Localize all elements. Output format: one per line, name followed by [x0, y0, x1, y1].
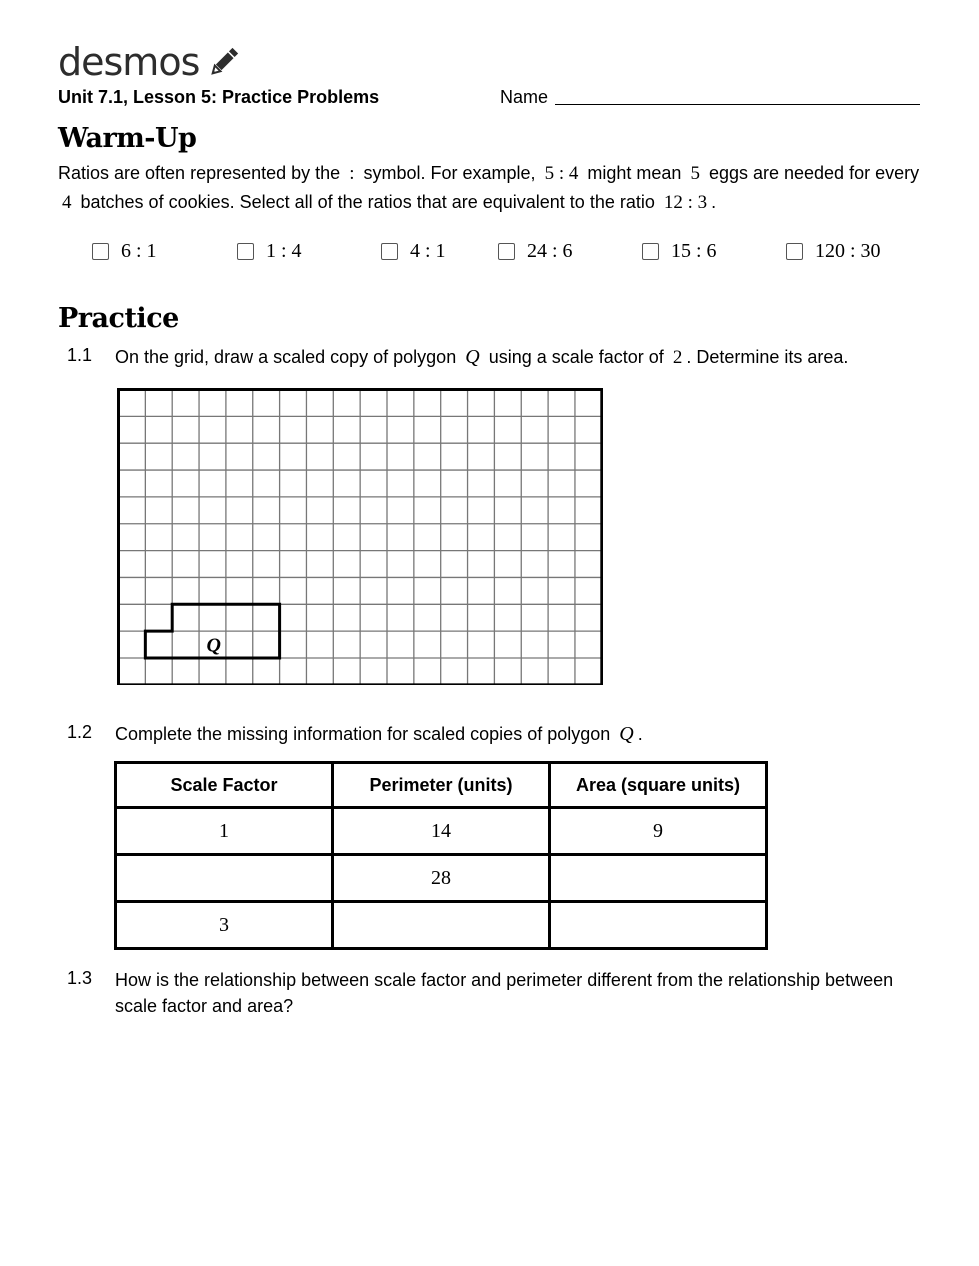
choice-label: 15 : 6: [671, 240, 717, 262]
logo-text: desmos: [58, 40, 200, 84]
text: symbol. For example,: [363, 163, 536, 183]
header-area: Area (square units): [550, 763, 767, 808]
header-perimeter: Perimeter (units): [333, 763, 550, 808]
practice-title: Practice: [58, 303, 179, 334]
choice-item[interactable]: [498, 240, 573, 263]
cell-perimeter-input[interactable]: [333, 902, 550, 949]
table-row: [116, 855, 767, 902]
cell-area-input[interactable]: [550, 855, 767, 902]
polygon-variable: Q: [619, 723, 634, 745]
header-scale-factor: Scale Factor: [116, 763, 333, 808]
question-text: How is the relationship between scale factor and perimeter different from the relationship between scale factor and area?: [115, 970, 894, 1016]
question-number: 1.2: [67, 722, 93, 742]
drawing-grid[interactable]: [117, 388, 603, 685]
choice-item[interactable]: [92, 240, 157, 263]
text: .: [711, 192, 717, 212]
choice-label: 120 : 30: [815, 240, 881, 262]
cell-area-input[interactable]: [550, 902, 767, 949]
scale-factor: 2: [672, 347, 683, 368]
cell-scale-factor-input[interactable]: [116, 855, 333, 902]
choice-label: 1 : 4: [266, 240, 302, 262]
choice-label: 4 : 1: [410, 240, 446, 262]
scale-table: [114, 761, 768, 950]
example-number: 5: [690, 163, 700, 184]
choice-item[interactable]: [381, 240, 446, 263]
unit-title: Unit 7.1, Lesson 5: Practice Problems: [58, 87, 380, 107]
cell-perimeter: 28: [333, 855, 550, 902]
desmos-logo: [58, 42, 241, 82]
checkbox[interactable]: [498, 243, 515, 260]
cell-scale-factor: 1: [116, 808, 333, 855]
choice-label: 6 : 1: [121, 240, 157, 262]
checkbox[interactable]: [786, 243, 803, 260]
name-field[interactable]: [555, 104, 920, 105]
text: eggs are needed for every: [708, 163, 920, 183]
polygon-variable: Q: [465, 346, 480, 368]
checkbox[interactable]: [381, 243, 398, 260]
text: using a scale factor of: [488, 347, 664, 367]
example-ratio: 5 : 4: [544, 163, 579, 184]
table-row: [116, 902, 767, 949]
polygon-label: Q: [206, 634, 221, 657]
warm-up-title: Warm-Up: [58, 123, 197, 154]
text: Ratios are often represented by the: [58, 163, 341, 183]
text: On the grid, draw a scaled copy of polygon: [115, 347, 457, 367]
choice-item[interactable]: [237, 240, 302, 263]
text: .: [637, 724, 643, 744]
checkbox[interactable]: [237, 243, 254, 260]
checkbox[interactable]: [642, 243, 659, 260]
table-header-row: [116, 763, 767, 808]
question-text: [115, 721, 935, 747]
text: might mean: [587, 163, 682, 183]
cell-area: 9: [550, 808, 767, 855]
text: batches of cookies. Select all of the ratios that are equivalent to the ratio: [80, 192, 655, 212]
text: Complete the missing information for scaled copies of polygon: [115, 724, 611, 744]
cell-scale-factor: 3: [116, 902, 333, 949]
choice-label: 24 : 6: [527, 240, 573, 262]
pencil-icon: [207, 45, 241, 79]
example-number: 4: [62, 192, 72, 213]
target-ratio: 12 : 3: [663, 192, 708, 213]
choice-item[interactable]: [642, 240, 717, 263]
text: . Determine its area.: [686, 347, 849, 367]
question-text: [115, 344, 935, 371]
ratio-choices: [0, 240, 979, 270]
table-row: [116, 808, 767, 855]
choice-item[interactable]: [786, 240, 881, 263]
question-number: 1.1: [67, 345, 93, 365]
cell-perimeter: 14: [333, 808, 550, 855]
colon-symbol: :: [349, 163, 355, 184]
name-label: Name: [500, 87, 549, 107]
question-number: 1.3: [67, 968, 93, 988]
checkbox[interactable]: [92, 243, 109, 260]
warm-up-text: [58, 159, 938, 217]
